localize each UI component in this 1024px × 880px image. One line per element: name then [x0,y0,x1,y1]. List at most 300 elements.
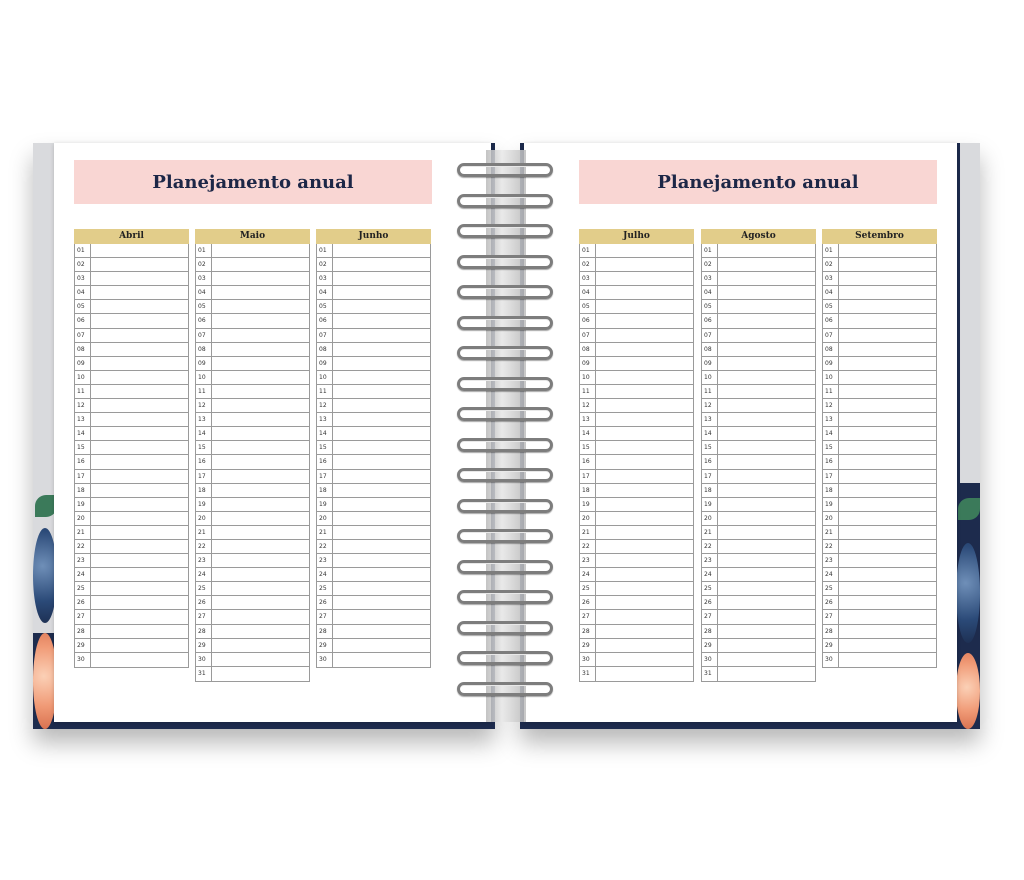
day-number: 12 [196,399,212,412]
day-number: 08 [196,343,212,356]
day-entry-space [333,470,430,483]
day-row [580,300,693,314]
day-row [702,484,815,498]
day-entry-space [91,272,188,285]
day-entry-space [718,286,815,299]
day-number: 20 [823,512,839,525]
day-entry-space [596,314,693,327]
day-row [75,568,188,582]
day-row [823,596,936,610]
day-row [75,596,188,610]
day-entry-space [596,399,693,412]
day-entry-space [333,484,430,497]
day-number: 21 [580,526,596,539]
day-entry-space [212,625,309,638]
day-entry-space [91,399,188,412]
day-number: 15 [823,441,839,454]
day-row [702,441,815,455]
day-number: 12 [823,399,839,412]
spiral-ring-icon [457,590,553,604]
day-number: 01 [580,244,596,257]
day-row [580,314,693,328]
day-number: 26 [75,596,91,609]
day-entry-space [333,329,430,342]
day-entry-space [333,568,430,581]
day-number: 19 [196,498,212,511]
day-row [196,399,309,413]
day-row [580,441,693,455]
day-entry-space [718,540,815,553]
day-row [702,427,815,441]
day-entry-space [718,244,815,257]
spiral-ring-icon [457,682,553,696]
day-entry-space [212,399,309,412]
day-entry-space [839,286,936,299]
day-number: 29 [823,639,839,652]
day-entry-space [91,300,188,313]
day-number: 04 [580,286,596,299]
day-number: 25 [580,582,596,595]
day-number: 25 [196,582,212,595]
day-number: 09 [580,357,596,370]
day-entry-space [91,413,188,426]
day-entry-space [333,343,430,356]
day-row [317,639,430,653]
day-row [317,272,430,286]
day-number: 03 [580,272,596,285]
day-row [75,526,188,540]
day-number: 04 [317,286,333,299]
day-number: 05 [196,300,212,313]
day-number: 22 [702,540,718,553]
spiral-ring-icon [457,438,553,452]
day-rows [316,244,431,668]
day-number: 01 [702,244,718,257]
day-number: 24 [580,568,596,581]
day-number: 02 [823,258,839,271]
day-entry-space [718,470,815,483]
day-entry-space [596,244,693,257]
month-header: Julho [579,229,694,244]
day-row [75,427,188,441]
day-number: 06 [580,314,596,327]
day-number: 28 [580,625,596,638]
day-rows [701,244,816,682]
day-entry-space [839,427,936,440]
day-number: 17 [823,470,839,483]
day-entry-space [212,455,309,468]
day-number: 09 [75,357,91,370]
day-row [196,625,309,639]
day-number: 17 [702,470,718,483]
day-row [580,625,693,639]
day-number: 14 [580,427,596,440]
day-entry-space [839,300,936,313]
spiral-ring-icon [457,529,553,543]
day-row [702,512,815,526]
day-row [196,258,309,272]
day-number: 07 [702,329,718,342]
day-entry-space [596,653,693,666]
day-number: 19 [823,498,839,511]
day-entry-space [718,667,815,681]
day-entry-space [333,540,430,553]
day-number: 20 [196,512,212,525]
day-row [702,314,815,328]
day-row [196,639,309,653]
day-entry-space [212,357,309,370]
day-number: 23 [702,554,718,567]
day-number: 17 [75,470,91,483]
day-entry-space [91,610,188,623]
day-row [580,568,693,582]
day-entry-space [333,582,430,595]
day-entry-space [212,427,309,440]
spiral-ring-icon [457,255,553,269]
day-entry-space [596,484,693,497]
day-row [75,512,188,526]
day-row [75,258,188,272]
day-row [75,582,188,596]
day-row [317,371,430,385]
day-row [317,498,430,512]
day-entry-space [718,568,815,581]
page-title: Planejamento anual [579,160,937,204]
day-row [317,399,430,413]
day-row [823,653,936,667]
day-entry-space [333,526,430,539]
spiral-ring-icon [457,468,553,482]
day-entry-space [596,568,693,581]
day-number: 14 [196,427,212,440]
day-entry-space [718,343,815,356]
month-column-julho [579,229,694,682]
day-number: 18 [196,484,212,497]
day-number: 03 [702,272,718,285]
day-entry-space [212,610,309,623]
day-number: 03 [823,272,839,285]
day-row [317,540,430,554]
day-entry-space [718,314,815,327]
spiral-ring-icon [457,499,553,513]
day-number: 15 [702,441,718,454]
day-row [823,300,936,314]
day-row [196,653,309,667]
day-entry-space [596,343,693,356]
day-entry-space [91,357,188,370]
day-entry-space [839,484,936,497]
day-row [702,540,815,554]
day-number: 05 [317,300,333,313]
day-row [580,484,693,498]
day-entry-space [91,314,188,327]
day-row [317,610,430,624]
day-number: 06 [702,314,718,327]
day-row [580,554,693,568]
day-number: 28 [196,625,212,638]
day-number: 13 [823,413,839,426]
day-row [317,470,430,484]
day-row [317,526,430,540]
day-entry-space [718,258,815,271]
day-row [317,286,430,300]
day-entry-space [718,625,815,638]
day-entry-space [596,667,693,681]
day-row [702,300,815,314]
day-number: 04 [823,286,839,299]
day-row [823,554,936,568]
day-number: 13 [196,413,212,426]
day-row [317,568,430,582]
day-number: 26 [580,596,596,609]
day-number: 24 [317,568,333,581]
day-row [580,596,693,610]
month-column-setembro [822,229,937,668]
day-entry-space [333,427,430,440]
day-entry-space [212,300,309,313]
day-number: 22 [580,540,596,553]
day-row [317,596,430,610]
day-entry-space [91,512,188,525]
month-header: Maio [195,229,310,244]
day-row [317,244,430,258]
day-row [317,314,430,328]
day-row [702,343,815,357]
day-row [75,484,188,498]
day-row [580,329,693,343]
spiral-ring-icon [457,224,553,238]
day-entry-space [839,582,936,595]
day-entry-space [212,470,309,483]
day-row [823,427,936,441]
day-entry-space [718,413,815,426]
day-entry-space [333,399,430,412]
day-row [823,329,936,343]
day-number: 17 [317,470,333,483]
day-row [317,258,430,272]
day-entry-space [212,540,309,553]
day-row [75,455,188,469]
day-row [196,540,309,554]
day-entry-space [839,272,936,285]
day-row [580,455,693,469]
day-row [317,625,430,639]
day-row [702,385,815,399]
day-entry-space [212,413,309,426]
day-number: 15 [317,441,333,454]
day-entry-space [718,653,815,666]
day-number: 29 [75,639,91,652]
day-row [196,314,309,328]
day-number: 30 [317,653,333,667]
day-number: 04 [75,286,91,299]
day-row [702,582,815,596]
day-row [196,610,309,624]
day-row [317,413,430,427]
day-row [196,568,309,582]
day-row [580,357,693,371]
day-row [823,244,936,258]
day-row [196,470,309,484]
day-entry-space [596,554,693,567]
day-number: 02 [317,258,333,271]
day-entry-space [212,286,309,299]
day-row [702,329,815,343]
day-row [75,314,188,328]
day-number: 11 [580,385,596,398]
day-number: 19 [702,498,718,511]
day-entry-space [212,498,309,511]
day-number: 29 [317,639,333,652]
day-entry-space [212,512,309,525]
day-entry-space [212,568,309,581]
day-number: 06 [317,314,333,327]
day-number: 30 [823,653,839,667]
day-row [702,653,815,667]
day-number: 08 [823,343,839,356]
day-row [75,625,188,639]
day-entry-space [212,272,309,285]
day-row [75,300,188,314]
day-row [702,639,815,653]
day-entry-space [333,244,430,257]
day-row [580,470,693,484]
day-row [317,427,430,441]
day-row [75,371,188,385]
day-entry-space [333,498,430,511]
day-entry-space [212,596,309,609]
leaf-decoration-icon [958,498,980,520]
day-number: 15 [75,441,91,454]
day-number: 22 [75,540,91,553]
day-entry-space [212,258,309,271]
day-entry-space [333,385,430,398]
day-row [196,371,309,385]
day-rows [195,244,310,682]
day-entry-space [596,639,693,652]
day-row [580,639,693,653]
day-entry-space [333,596,430,609]
day-row [196,484,309,498]
day-number: 26 [702,596,718,609]
day-row [823,258,936,272]
day-entry-space [718,300,815,313]
day-entry-space [839,470,936,483]
day-entry-space [839,653,936,667]
day-number: 31 [702,667,718,681]
day-entry-space [91,371,188,384]
day-entry-space [596,512,693,525]
day-entry-space [839,498,936,511]
day-entry-space [596,300,693,313]
day-row [75,413,188,427]
day-number: 03 [317,272,333,285]
day-row [580,653,693,667]
day-entry-space [91,526,188,539]
day-entry-space [718,272,815,285]
day-row [580,385,693,399]
day-number: 20 [317,512,333,525]
day-number: 24 [196,568,212,581]
day-number: 02 [75,258,91,271]
day-entry-space [91,329,188,342]
day-entry-space [333,455,430,468]
day-number: 11 [823,385,839,398]
day-row [317,512,430,526]
day-entry-space [596,540,693,553]
left-page [54,143,491,722]
day-number: 20 [702,512,718,525]
day-number: 05 [580,300,596,313]
day-row [196,413,309,427]
day-row [702,399,815,413]
day-entry-space [596,610,693,623]
day-number: 26 [317,596,333,609]
day-number: 12 [317,399,333,412]
day-row [823,441,936,455]
day-number: 04 [196,286,212,299]
day-number: 25 [75,582,91,595]
day-row [702,272,815,286]
day-number: 24 [702,568,718,581]
day-number: 01 [75,244,91,257]
day-row [75,441,188,455]
day-row [196,357,309,371]
day-number: 10 [317,371,333,384]
day-entry-space [91,484,188,497]
day-entry-space [333,639,430,652]
day-entry-space [596,357,693,370]
day-number: 24 [823,568,839,581]
day-row [196,554,309,568]
day-row [702,625,815,639]
day-number: 20 [580,512,596,525]
day-row [75,244,188,258]
day-number: 19 [580,498,596,511]
spiral-ring-icon [457,346,553,360]
day-row [702,258,815,272]
day-number: 07 [580,329,596,342]
day-number: 10 [580,371,596,384]
day-entry-space [333,512,430,525]
day-number: 16 [75,455,91,468]
day-row [196,385,309,399]
day-number: 09 [196,357,212,370]
day-rows [74,244,189,668]
day-entry-space [91,596,188,609]
day-row [823,314,936,328]
day-row [317,441,430,455]
day-entry-space [718,554,815,567]
day-row [580,258,693,272]
day-number: 25 [702,582,718,595]
day-row [580,540,693,554]
day-number: 15 [196,441,212,454]
day-row [317,582,430,596]
day-number: 29 [702,639,718,652]
day-entry-space [718,385,815,398]
day-number: 08 [75,343,91,356]
day-entry-space [839,639,936,652]
day-row [196,455,309,469]
day-entry-space [333,625,430,638]
day-entry-space [212,554,309,567]
day-number: 02 [702,258,718,271]
day-number: 27 [823,610,839,623]
cover-pattern-strip [960,143,980,483]
day-row [823,512,936,526]
month-header: Setembro [822,229,937,244]
